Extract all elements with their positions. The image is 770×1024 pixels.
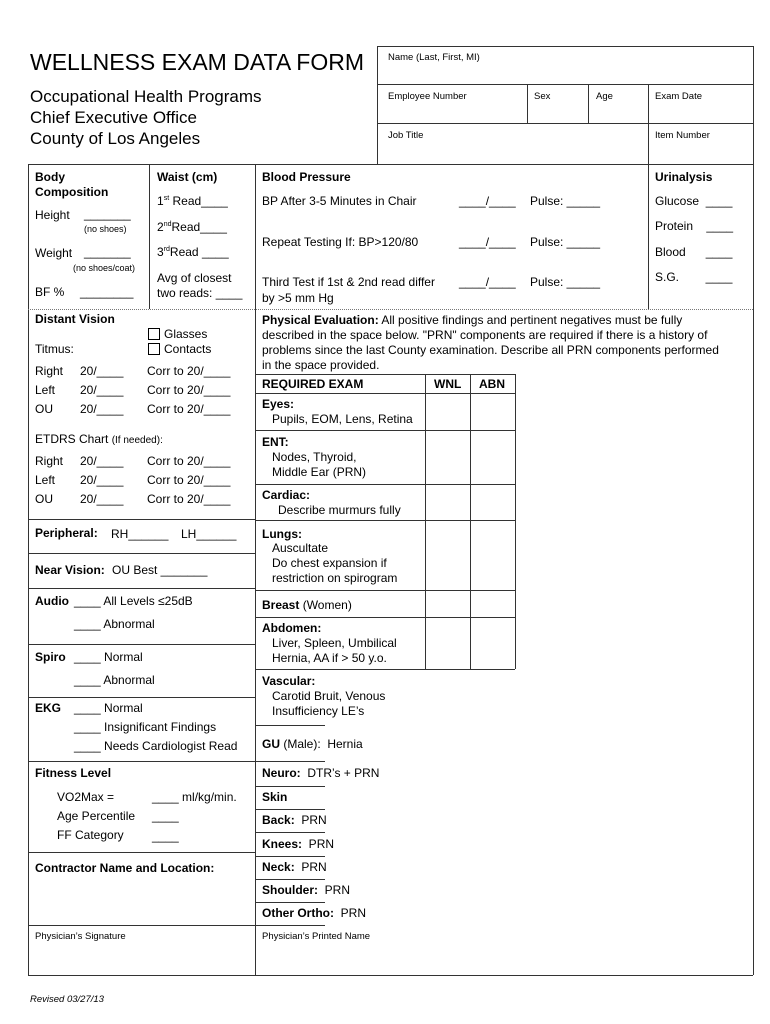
- ent-sub-1: Nodes, Thyroid,: [272, 450, 357, 464]
- height-label: Height: [35, 208, 70, 222]
- titmus-ou-label: OU: [35, 402, 53, 416]
- item-number-label: Item Number: [655, 130, 710, 141]
- eyes-sub: Pupils, EOM, Lens, Retina: [272, 412, 413, 426]
- breast-wnl-cell[interactable]: [426, 591, 469, 616]
- ekg-cardiologist[interactable]: ____ Needs Cardiologist Read: [74, 739, 238, 753]
- gu-row: [262, 737, 363, 751]
- titmus-left-value[interactable]: 20/____: [80, 383, 124, 397]
- etdrs-text: ETDRS Chart: [35, 432, 109, 446]
- breast-sub: (Women): [299, 598, 352, 612]
- ent-abn-cell[interactable]: [471, 431, 514, 483]
- cardiac-abn-cell[interactable]: [471, 485, 514, 519]
- shoulder-sub: PRN: [318, 883, 351, 897]
- org-line-3: County of Los Angeles: [30, 129, 201, 148]
- exam-date-field[interactable]: [649, 102, 752, 122]
- ekg-normal[interactable]: ____ Normal: [74, 701, 143, 715]
- etdrs-ou-value[interactable]: 20/____: [80, 492, 124, 506]
- read2-text: Read____: [171, 220, 227, 234]
- etdrs-right-label: Right: [35, 454, 64, 468]
- neck-label: Neck:: [262, 860, 295, 874]
- lungs-label: Lungs:: [262, 527, 302, 541]
- read2-num: 2: [157, 220, 164, 234]
- bp-row-1-value[interactable]: ____/____: [459, 194, 516, 208]
- titmus-left-corr[interactable]: Corr to 20/____: [147, 383, 231, 397]
- bp-row-3-label-1: Third Test if 1st & 2nd read differ: [262, 275, 435, 289]
- bp-row-2-pulse[interactable]: Pulse: _____: [530, 235, 601, 249]
- vascular-sub-1: Carotid Bruit, Venous: [272, 689, 386, 703]
- sex-label: Sex: [534, 91, 551, 102]
- age-percentile-input[interactable]: ____: [152, 809, 179, 823]
- spiro-abnormal[interactable]: ____ Abnormal: [74, 673, 155, 687]
- other-ortho-label: Other Ortho:: [262, 906, 334, 920]
- cardiac-wnl-cell[interactable]: [426, 485, 469, 519]
- knees-label: Knees:: [262, 837, 303, 851]
- lungs-wnl-cell[interactable]: [426, 521, 469, 589]
- required-exam-header: REQUIRED EXAM: [262, 377, 364, 391]
- job-title-label: Job Title: [388, 130, 424, 141]
- employee-number-label: Employee Number: [388, 91, 467, 102]
- exam-date-label: Exam Date: [655, 91, 702, 102]
- read1-sup: st: [163, 195, 170, 202]
- ent-sub-2: Middle Ear (PRN): [272, 465, 367, 479]
- other-ortho-row: [262, 906, 366, 920]
- abdomen-label: Abdomen:: [262, 621, 322, 635]
- eyes-label: Eyes:: [262, 397, 295, 411]
- height-note: (no shoes): [84, 224, 127, 234]
- org-line-1: Occupational Health Programs: [30, 87, 262, 106]
- abn-header: ABN: [479, 377, 505, 391]
- body-comp-title-2: Composition: [35, 185, 109, 199]
- neuro-row: [262, 766, 379, 780]
- neck-row: [262, 860, 327, 874]
- read3-text: Read ____: [169, 245, 229, 259]
- phys-eval-line-1: [262, 313, 682, 327]
- contractor-title: Contractor Name and Location:: [35, 861, 215, 875]
- neuro-label: Neuro:: [262, 766, 301, 780]
- skin-label: Skin: [262, 790, 288, 804]
- body-comp-title-1: Body: [35, 170, 65, 184]
- titmus-ou-corr[interactable]: Corr to 20/____: [147, 402, 231, 416]
- breast-row: [262, 598, 352, 612]
- bp-row-1-label: BP After 3-5 Minutes in Chair: [262, 194, 417, 208]
- gu-label: GU: [262, 737, 280, 751]
- urinalysis-title: Urinalysis: [655, 170, 713, 184]
- phys-eval-line-4: in the space provided.: [262, 358, 380, 372]
- read1-num: 1: [157, 194, 164, 208]
- waist-read-3[interactable]: [157, 245, 229, 259]
- phys-eval-line-2: described in the space below. "PRN" components are required if there is a history of: [262, 328, 708, 342]
- ff-category-label: FF Category: [57, 828, 124, 842]
- read1-text: Read____: [169, 194, 228, 208]
- other-ortho-sub: PRN: [334, 906, 367, 920]
- eyes-abn-cell[interactable]: [471, 394, 514, 429]
- back-sub: PRN: [294, 813, 327, 827]
- glucose-field[interactable]: Glucose ____: [655, 194, 733, 208]
- blood-field[interactable]: Blood ____: [655, 245, 733, 259]
- titmus-label: Titmus:: [35, 342, 74, 356]
- physician-printed-name-field[interactable]: [256, 945, 752, 974]
- bf-input[interactable]: ________: [80, 285, 134, 299]
- audio-abnormal[interactable]: ____ Abnormal: [74, 617, 155, 631]
- titmus-ou-value[interactable]: 20/____: [80, 402, 124, 416]
- physician-signature-field[interactable]: [29, 945, 254, 974]
- near-vision-label: Near Vision:: [35, 563, 105, 577]
- vascular-label: Vascular:: [262, 674, 316, 688]
- titmus-right-label: Right: [35, 364, 64, 378]
- eyes-wnl-cell[interactable]: [426, 394, 469, 429]
- ekg-title: EKG: [35, 701, 62, 715]
- spiro-title: Spiro: [35, 650, 66, 664]
- waist-read-2[interactable]: [157, 220, 227, 234]
- neuro-sub: DTR’s + PRN: [300, 766, 380, 780]
- org-line-2: Chief Executive Office: [30, 108, 197, 127]
- etdrs-note: (If needed):: [111, 435, 163, 446]
- abdomen-sub-2: Hernia, AA if > 50 y.o.: [272, 651, 387, 665]
- form-title: WELLNESS EXAM DATA FORM: [30, 49, 364, 75]
- audio-title: Audio: [35, 594, 69, 608]
- contractor-field[interactable]: [29, 877, 254, 924]
- abdomen-wnl-cell[interactable]: [426, 618, 469, 668]
- bp-row-3-label-2: by >5 mm Hg: [262, 291, 334, 305]
- item-number-field[interactable]: [649, 141, 752, 163]
- spiro-normal[interactable]: ____ Normal: [74, 650, 143, 664]
- waist-avg-line-1: Avg of closest: [157, 271, 232, 285]
- job-title-field[interactable]: [378, 141, 647, 163]
- physician-printed-name-label: Physician’s Printed Name: [262, 931, 371, 942]
- name-field[interactable]: [378, 62, 752, 83]
- weight-label: Weight: [35, 246, 73, 260]
- near-vision-input[interactable]: OU Best _______: [112, 563, 208, 577]
- etdrs-left-value[interactable]: 20/____: [80, 473, 124, 487]
- contacts-label: Contacts: [164, 342, 212, 356]
- weight-note: (no shoes/coat): [73, 263, 136, 273]
- wnl-header: WNL: [434, 377, 462, 391]
- sex-field[interactable]: [528, 102, 587, 122]
- cardiac-label: Cardiac:: [262, 488, 311, 502]
- ff-category-input[interactable]: ____: [152, 829, 179, 843]
- knees-row: [262, 837, 334, 851]
- distant-vision-title: Distant Vision: [35, 312, 115, 326]
- physician-signature-label: Physician’s Signature: [35, 931, 126, 942]
- titmus-right-corr[interactable]: Corr to 20/____: [147, 364, 231, 378]
- age-label: Age: [596, 91, 613, 102]
- shoulder-row: [262, 883, 350, 897]
- neck-sub: PRN: [294, 860, 327, 874]
- peripheral-rh[interactable]: RH______: [111, 527, 169, 541]
- sg-field[interactable]: S.G. ____: [655, 270, 733, 284]
- bp-row-3-value[interactable]: ____/____: [459, 275, 516, 289]
- revised-date: Revised 03/27/13: [30, 994, 104, 1005]
- glasses-checkbox[interactable]: [148, 328, 160, 340]
- bp-row-2-label: Repeat Testing If: BP>120/80: [262, 235, 419, 249]
- ent-label: ENT:: [262, 435, 289, 449]
- breast-abn-cell[interactable]: [471, 591, 514, 616]
- employee-number-field[interactable]: [378, 102, 526, 122]
- waist-read-1[interactable]: [157, 194, 228, 208]
- knees-sub: PRN: [302, 837, 335, 851]
- breast-label: Breast: [262, 598, 300, 612]
- age-percentile-label: Age Percentile: [57, 809, 136, 823]
- vo2-label: VO2Max =: [57, 790, 115, 804]
- bp-row-3-pulse[interactable]: Pulse: _____: [530, 275, 601, 289]
- age-field[interactable]: [589, 102, 647, 122]
- waist-title: Waist (cm): [157, 170, 218, 184]
- bf-label: BF %: [35, 285, 65, 299]
- lungs-abn-cell[interactable]: [471, 521, 514, 589]
- height-input[interactable]: _______: [84, 207, 131, 221]
- cardiac-sub: Describe murmurs fully: [278, 503, 401, 517]
- read3-sup: rd: [163, 246, 170, 253]
- contacts-checkbox[interactable]: [148, 343, 160, 355]
- glasses-label: Glasses: [164, 327, 208, 341]
- phys-eval-label: Physical Evaluation:: [262, 313, 379, 327]
- back-label: Back:: [262, 813, 295, 827]
- vascular-sub-2: Insufficiency LE’s: [272, 704, 365, 718]
- phys-eval-line-3: problems since the last County examination. Describe all PRN components performed: [262, 343, 719, 357]
- bp-row-1-pulse[interactable]: Pulse: _____: [530, 194, 601, 208]
- back-row: [262, 813, 327, 827]
- etdrs-ou-label: OU: [35, 492, 53, 506]
- etdrs-label: [35, 432, 163, 448]
- vo2-input[interactable]: ____ ml/kg/min.: [152, 790, 237, 804]
- fitness-title: Fitness Level: [35, 766, 112, 780]
- ekg-insignificant[interactable]: ____ Insignificant Findings: [74, 720, 217, 734]
- weight-input[interactable]: _______: [84, 245, 131, 259]
- peripheral-label: Peripheral:: [35, 526, 98, 540]
- waist-avg-line-2[interactable]: two reads: ____: [157, 286, 243, 300]
- etdrs-left-label: Left: [35, 473, 56, 487]
- bp-title: Blood Pressure: [262, 170, 351, 184]
- titmus-right-value[interactable]: 20/____: [80, 364, 124, 378]
- etdrs-right-value[interactable]: 20/____: [80, 454, 124, 468]
- read2-sup: nd: [163, 221, 172, 228]
- bp-row-2-value[interactable]: ____/____: [459, 235, 516, 249]
- protein-field[interactable]: Protein ____: [655, 219, 734, 233]
- gu-sub: (Male): Hernia: [280, 737, 363, 751]
- etdrs-ou-corr[interactable]: Corr to 20/____: [147, 492, 231, 506]
- titmus-left-label: Left: [35, 383, 56, 397]
- etdrs-left-corr[interactable]: Corr to 20/____: [147, 473, 231, 487]
- read3-num: 3: [157, 245, 164, 259]
- lungs-sub-3: restriction on spirogram: [272, 571, 398, 585]
- audio-all-levels[interactable]: ____ All Levels ≤25dB: [74, 594, 193, 608]
- abdomen-sub-1: Liver, Spleen, Umbilical: [272, 636, 397, 650]
- ent-wnl-cell[interactable]: [426, 431, 469, 483]
- lungs-sub-2: Do chest expansion if: [272, 556, 387, 570]
- name-field-label: Name (Last, First, MI): [388, 52, 480, 63]
- etdrs-right-corr[interactable]: Corr to 20/____: [147, 454, 231, 468]
- shoulder-label: Shoulder:: [262, 883, 318, 897]
- abdomen-abn-cell[interactable]: [471, 618, 514, 668]
- peripheral-lh[interactable]: LH______: [181, 527, 237, 541]
- lungs-sub-1: Auscultate: [272, 541, 329, 555]
- phys-eval-line1-text: All positive findings and pertinent negatives must be fully: [378, 313, 683, 327]
